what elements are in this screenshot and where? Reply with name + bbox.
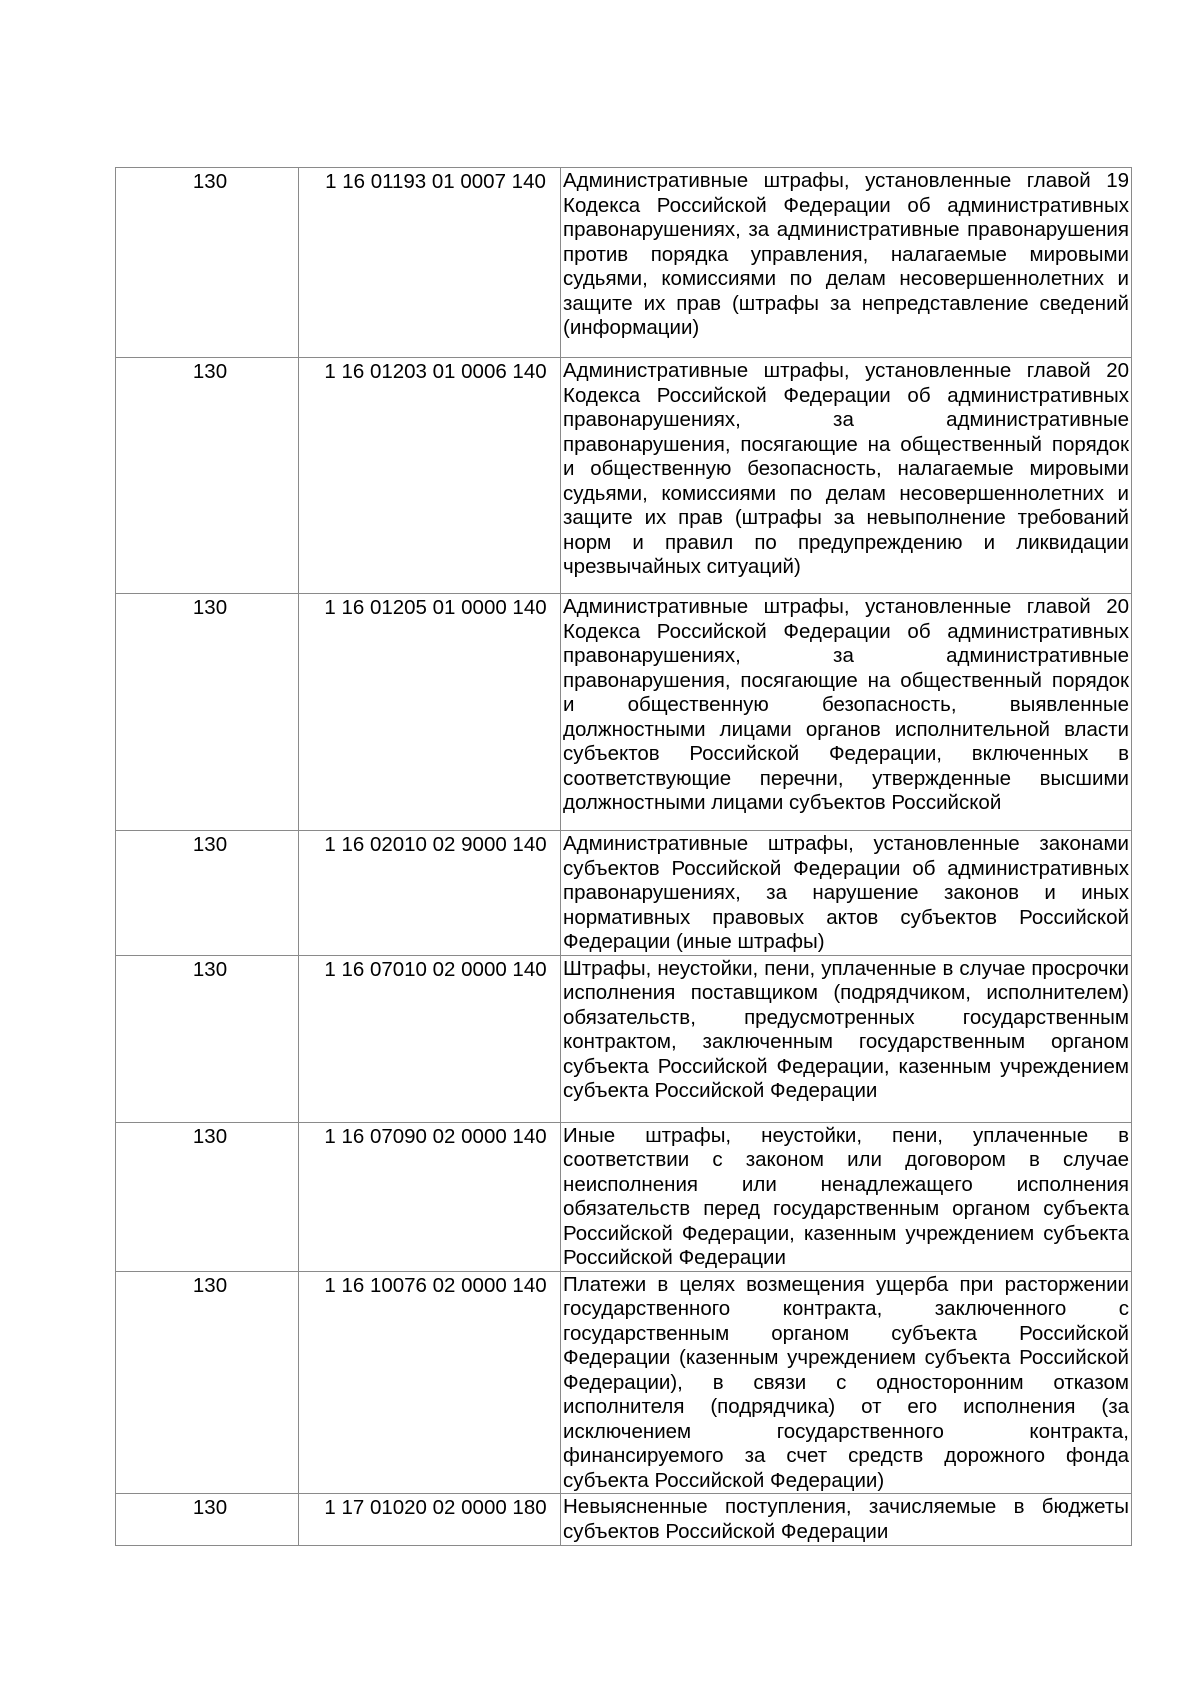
kbk-code-cell	[299, 1494, 561, 1546]
admin-code: 130	[192, 596, 228, 619]
admin-code-cell	[116, 831, 299, 956]
admin-code-cell	[116, 955, 299, 1122]
description-text: Невыясненные поступления, зачисляемые в бюджеты субъектов Российской Федерации	[563, 1495, 1129, 1543]
description-text: Административные штрафы, установленные главой 19 Кодекса Российской Федерации об административных правонарушениях, за административные правонарушения против порядка управления, налагаемые мировыми судьями, комиссиями по делам несовершеннолетних и защите их прав (штрафы за непредставление сведений (информации)	[563, 169, 1129, 339]
kbk-code: 1 16 07010 02 0000 140	[324, 957, 547, 981]
description-cell	[561, 955, 1132, 1122]
description-text: Административные штрафы, установленные главой 20 Кодекса Российской Федерации об административных правонарушениях, за административные правонарушения, посягающие на общественный порядок и общественную безопасность, выявленные должностными лицами органов исполнительной власти субъектов Российской Федерации, включенных в соответствующие перечни, утвержденные высшими должностными лицами субъектов Российской	[563, 595, 1129, 814]
table-row	[116, 594, 1132, 831]
kbk-code-cell	[299, 168, 561, 358]
description-cell	[561, 831, 1132, 956]
kbk-code: 1 16 10076 02 0000 140	[324, 1273, 547, 1297]
kbk-code-cell	[299, 594, 561, 831]
kbk-code-cell	[299, 358, 561, 594]
admin-code: 130	[192, 1273, 228, 1297]
kbk-code: 1 16 01193 01 0007 140	[325, 170, 546, 193]
description-text: Платежи в целях возмещения ущерба при расторжении государственного контракта, заключенного с государственным органом субъекта Российской Федерации (казенным учреждением субъекта Российской Федерации), в связи с односторонним отказом исполнителя (подрядчика) от его исполнения (за исключением государственного контракта, финансируемого за счет средств дорожного фонда субъекта Российской Федерации)	[563, 1272, 1129, 1492]
table-row	[116, 1122, 1132, 1271]
kbk-code: 1 16 01203 01 0006 140	[324, 360, 547, 383]
kbk-code: 1 16 01205 01 0000 140	[324, 596, 547, 619]
admin-code-cell	[116, 594, 299, 831]
description-cell	[561, 1122, 1132, 1271]
admin-code: 130	[192, 1124, 228, 1148]
table-row	[116, 955, 1132, 1122]
kbk-code: 1 16 07090 02 0000 140	[324, 1124, 547, 1148]
description-text: Иные штрафы, неустойки, пени, уплаченные в соответствии с законом или договором в случае неисполнения или ненадлежащего исполнения обязательств перед государственным органом субъекта Российской Федерации, казенным учреждением субъекта Российской Федерации	[563, 1123, 1129, 1269]
kbk-code: 1 17 01020 02 0000 180	[324, 1496, 547, 1519]
admin-code-cell	[116, 1122, 299, 1271]
kbk-code: 1 16 02010 02 9000 140	[324, 833, 547, 856]
admin-code: 130	[192, 170, 228, 193]
admin-code-cell	[116, 358, 299, 594]
kbk-code-cell	[299, 831, 561, 956]
admin-code: 130	[192, 957, 228, 981]
table-row	[116, 831, 1132, 956]
table-row	[116, 168, 1132, 358]
description-text: Административные штрафы, установленные главой 20 Кодекса Российской Федерации об административных правонарушениях, за административные правонарушения, посягающие на общественный порядок и общественную безопасность, налагаемые мировыми судьями, комиссиями по делам несовершеннолетних и защите их прав (штрафы за невыполнение требований норм и правил по предупреждению и ликвидации чрезвычайных ситуаций)	[563, 359, 1129, 578]
description-cell	[561, 168, 1132, 358]
admin-code-cell	[116, 1494, 299, 1546]
description-cell	[561, 358, 1132, 594]
description-text: Административные штрафы, установленные законами субъектов Российской Федерации об административных правонарушениях, за нарушение законов и иных нормативных правовых актов субъектов Российской Федерации (иные штрафы)	[563, 832, 1129, 953]
admin-code-cell	[116, 168, 299, 358]
description-text: Штрафы, неустойки, пени, уплаченные в случае просрочки исполнения поставщиком (подрядчиком, исполнителем) обязательств, предусмотренных государственным контрактом, заключенным государственным органом субъекта Российской Федерации, казенным учреждением субъекта Российской Федерации	[563, 956, 1129, 1102]
table-row	[116, 1494, 1132, 1546]
admin-code: 130	[192, 833, 228, 856]
table-row	[116, 1271, 1132, 1494]
admin-code-cell	[116, 1271, 299, 1494]
description-cell	[561, 1494, 1132, 1546]
kbk-code-cell	[299, 1122, 561, 1271]
description-cell	[561, 594, 1132, 831]
admin-code: 130	[192, 1496, 228, 1519]
table-row	[116, 358, 1132, 594]
kbk-code-cell	[299, 1271, 561, 1494]
kbk-code-cell	[299, 955, 561, 1122]
description-cell	[561, 1271, 1132, 1494]
admin-code: 130	[192, 360, 228, 383]
budget-codes-table	[115, 167, 1132, 1546]
